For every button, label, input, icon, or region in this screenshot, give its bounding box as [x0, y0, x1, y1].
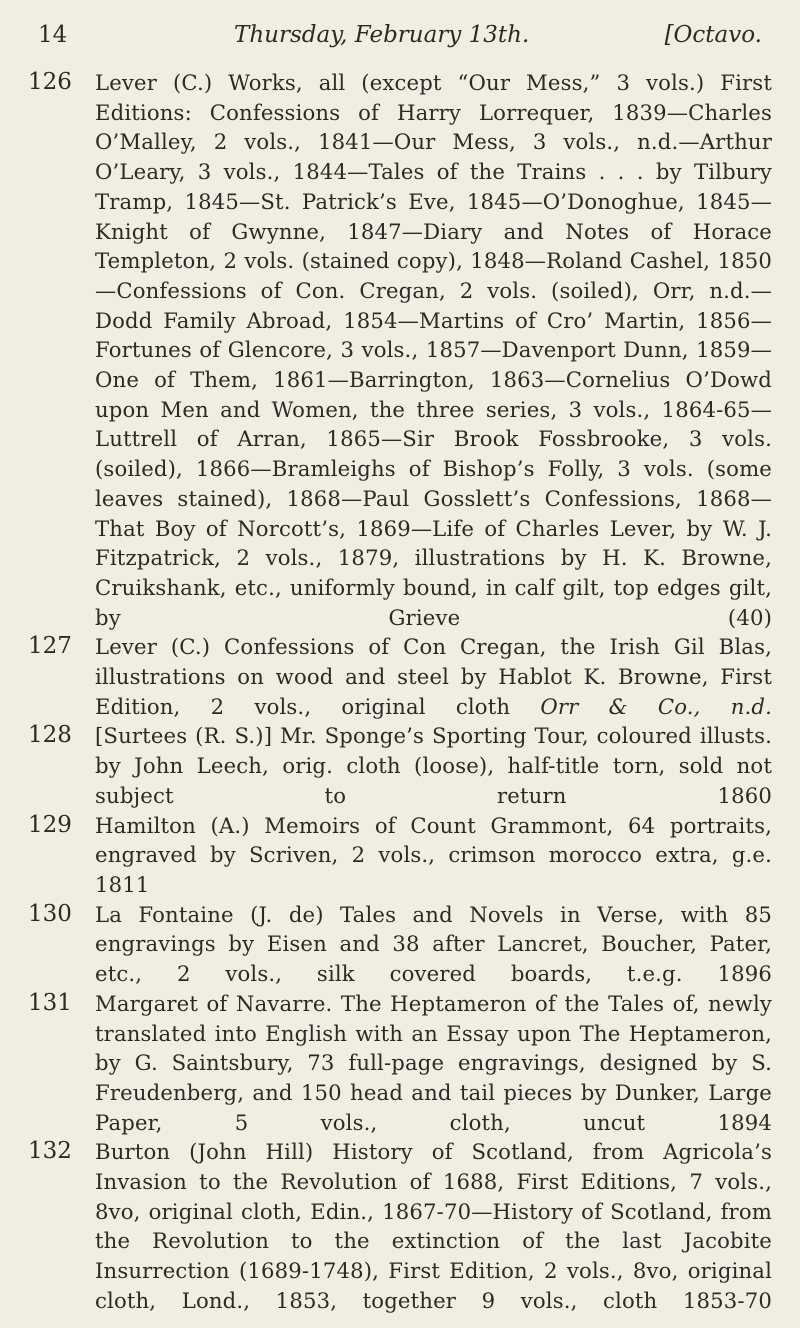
section-label: [Octavo. — [664, 22, 762, 48]
lot-text: Margaret of Navarre. The Heptameron of the Tales of, newly translated into English with an Essay upon The Heptameron, by G. Saintsbury, 73 full-page engravings, designed by S. Freudenberg, and 150 head and tail pieces by Dunker, Large Paper, 5 vols., cloth, uncut — [95, 990, 772, 1135]
lot-text: La Fontaine (J. de) Tales and Novels in Verse, with 85 engravings by Eisen and 38 after Lancret, Boucher, Pater, etc., 2 vols., silk covered boards, t.e.g. — [95, 901, 772, 987]
lot-entry — [28, 632, 772, 721]
lot-number: 126 — [28, 69, 72, 95]
lot-entry — [28, 900, 772, 989]
lot-description — [95, 721, 772, 810]
lot-suffix: 1811 — [95, 871, 150, 897]
lot-number: 130 — [28, 900, 72, 927]
lot-description — [95, 68, 772, 632]
lot-description — [95, 632, 772, 721]
lot-number: 132 — [28, 1138, 72, 1165]
lot-text: Burton (John Hill) History of Scotland, from Agricola’s Invasion to the Revolution of 1688, First Editions, 7 vols., 8vo, original cloth, Edin., 1867-70—History of Scotland, from the Revolution to the extinction of the last Jacobite Insurrection (1689-1748), First Edition, 2 vols., 8vo, original cloth, Lond., 1853, together 9 vols., cloth — [95, 1139, 772, 1313]
lot-description — [95, 900, 772, 989]
lot-suffix: 1853-70 — [682, 1287, 772, 1313]
lot-suffix: 1894 — [717, 1109, 772, 1135]
lot-text: Lever (C.) Confessions of Con Cregan, the Irish Gil Blas, illustrations on wood and steel by Hablot K. Browne, First Edition, 2 vols., original cloth — [95, 634, 772, 719]
lot-suffix: 1860 — [717, 782, 772, 808]
lot-suffix: (40) — [727, 604, 773, 630]
lot-text: Lever (C.) Works, all (except “Our Mess,” 3 vols.) First Editions: Confessions of Harry Lorrequer, 1839—Charles O’Malley, 2 vols., 1841—Our Mess, 3 vols., n.d.—Arthur O’Leary, 3 vols., 1844—Tales of the Trains . . . by Tilbury Tramp, 1845—St. Patrick’s Eve, 1845—O’Donoghue, 1845—Knight of Gwynne, 1847—Diary and Notes of Horace Templeton, 2 vols. (stained copy), 1848—Roland Cashel, 1850—Confessions of Con. Cregan, 2 vols. (soiled), Orr, n.d.—Dodd Family Abroad, 1854—Martins of Cro’ Martin, 1856—Fortunes of Glencore, 3 vols., 1857—Davenport Dunn, 1859—One of Them, 1861—Barrington, 1863—Cornelius O’Dowd upon Men and Women, the three series, 3 vols., 1864-65—Luttrell of Arran, 1865—Sir Brook Fossbrooke, 3 vols. (soiled), 1866—Bramleighs of Bishop’s Folly, 3 vols. (some leaves stained), 1868—Paul Gosslett’s Confessions, 1868—That Boy of Norcott’s, 1869—Life of Charles Lever, by W. J. Fitzpatrick, 2 vols., 1879, illustrations by H. K. Browne, Cruikshank, etc., uniformly bound, in calf gilt, top edges gilt, by Grieve — [95, 70, 772, 630]
lot-suffix: 1896 — [717, 961, 772, 987]
lot-entry — [28, 68, 772, 632]
lot-number: 131 — [28, 989, 72, 1016]
lot-entry — [28, 721, 772, 810]
lot-number: 129 — [28, 811, 72, 838]
lot-entry — [28, 811, 772, 900]
lot-number: 128 — [28, 722, 72, 749]
lot-text: [Surtees (R. S.)] Mr. Sponge’s Sporting Tour, coloured illusts. by John Leech, orig. cloth (loose), half-title torn, sold not subject to return — [95, 723, 772, 808]
lot-list — [28, 68, 772, 1316]
lot-text: Hamilton (A.) Memoirs of Count Grammont, 64 portraits, engraved by Scriven, 2 vols., crimson morocco extra, g.e. — [95, 812, 772, 868]
lot-suffix: Orr & Co., n.d. — [540, 693, 772, 719]
page-header — [38, 22, 762, 58]
page-title: Thursday, February 13th. — [234, 22, 530, 48]
lot-description — [95, 811, 772, 900]
lot-number: 127 — [28, 633, 72, 660]
lot-description — [95, 1137, 772, 1315]
lot-description — [95, 989, 772, 1138]
page-number: 14 — [38, 22, 68, 48]
lot-entry — [28, 1137, 772, 1315]
lot-entry — [28, 989, 772, 1138]
